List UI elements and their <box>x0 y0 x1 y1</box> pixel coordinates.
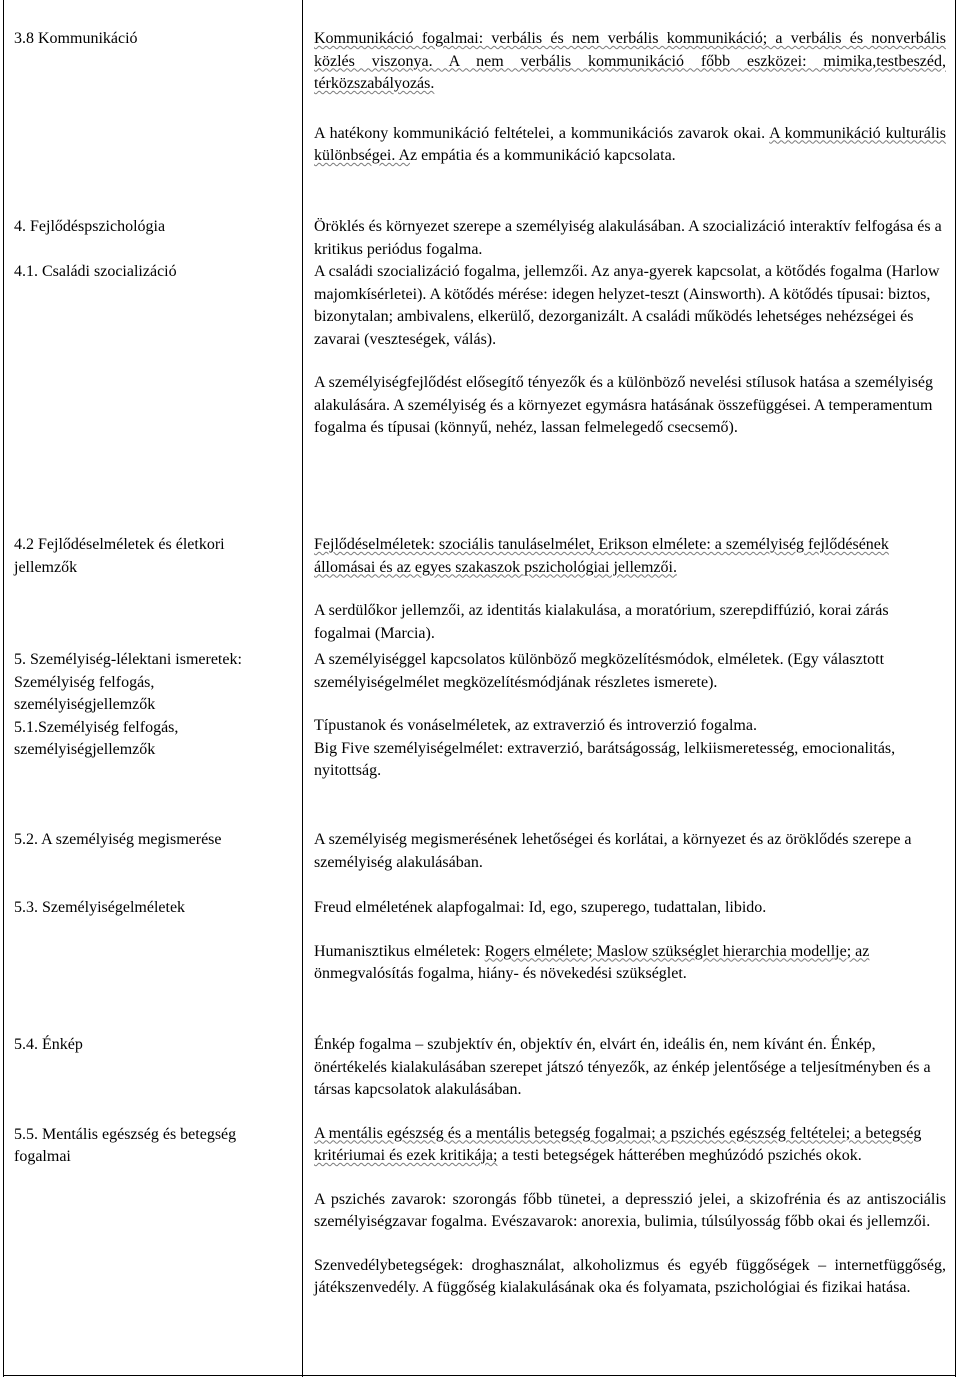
paragraph: Énkép fogalma – szubjektív én, objektív én, elvárt én, ideális én, nem kívánt én. Énkép, önértékelés kialakulásában szerepet játszó tényezők, az énkép jelentősége a teljesítményben és a társas kapcsolatok alakulásában. <box>314 1036 931 1098</box>
table-right-border <box>955 0 956 1377</box>
content-5 <box>314 649 946 783</box>
paragraph: A hatékony kommunikáció feltételei, a kommunikációs zavarok okai. A kommunikáció kulturális különbségei. Az empátia és a kommunikáció kapcsolata. <box>314 124 947 164</box>
topic-5-2: 5.2. A személyiség megismerése 5.3. Személyiségelméletek <box>14 831 222 916</box>
paragraph: Humanisztikus elméletek: Rogers elmélete; Maslow szükséglet hierarchia modellje; az önmegvalósítás fogalma, hiány- és növekedési szükséglet. <box>314 942 870 982</box>
paragraph: A mentális egészség és a mentális betegség fogalmai; a pszichés egészség feltételei; a betegség kritériumai és ezek kritikája; a testi betegségek hátterében meghúzódó pszichés okok. <box>314 1124 922 1164</box>
topic-4: 4. Fejlődéspszichológia 4.1. Családi szocializáció <box>14 218 177 280</box>
paragraph: Fejlődéselméletek: szociális tanuláselmélet, Erikson elmélete: a személyiség fejlődésének állomásai és az egyes szakaszok pszichológiai jellemzői. <box>314 536 889 576</box>
table-left-border <box>3 0 4 1377</box>
paragraph: A serdülőkor jellemzői, az identitás kialakulása, a moratórium, szerepdiffúzió, korai zárás fogalmai (Marcia). <box>314 602 889 642</box>
paragraph: A családi szocializáció fogalma, jellemzői. Az anya-gyerek kapcsolat, a kötődés fogalma (Harlow majomkísérletei). A kötődés mérése: idegen helyzet-teszt (Ainsworth). A kötődés típusai: biztos, bizonytalan; ambivalens, elkerülő, dezorganizált. A családi működés lehetséges nehézségei és zavarai (veszteségek, válás). <box>314 263 940 348</box>
paragraph: A személyiség megismerésének lehetőségei és korlátai, a környezet és az öröklődés szerepe a személyiség alakulásában. <box>314 831 912 871</box>
paragraph: Öröklés és környezet szerepe a személyiség alakulásában. A szocializáció interaktív felfogása és a kritikus periódus fogalma. <box>314 218 942 258</box>
content-3-8 <box>314 28 946 168</box>
topic-3-8: 3.8 Kommunikáció <box>14 30 138 47</box>
table-bottom-border <box>3 1375 956 1376</box>
paragraph: Big Five személyiségelmélet: extraverzió, barátságosság, lelkiismeretesség, emocionalitás, nyitottság. <box>314 739 896 779</box>
paragraph: Típustanok és vonáselméletek, az extraverzió és introverzió fogalma. <box>314 717 757 734</box>
content-4-2 <box>314 534 946 645</box>
paragraph: A pszichés zavarok: szorongás főbb tünetei, a depresszió jelei, a skizofrénia és az antiszociális személyiségzavar fogalma. Evészavarok: anorexia, bulimia, túlsúlyosság főbb okai és jellemzői. <box>314 1190 946 1230</box>
paragraph: Kommunikáció fogalmai: verbális és nem verbális kommunikáció; a verbális és nonverbális közlés viszonya. A nem verbális kommunikáció főbb eszközei: mimika,testbeszéd, térközszabályozás. <box>314 30 946 92</box>
topic-5: 5. Személyiség-lélektani ismeretek: Személyiség felfogás, személyiségjellemzők 5.1.Személyiség felfogás, személyiségjellemzők <box>14 651 242 758</box>
content-4 <box>314 216 946 440</box>
topic-4-2: 4.2 Fejlődéselméletek és életkori jellemzők <box>14 536 225 576</box>
table-center-divider <box>302 0 303 1377</box>
content-5-4 <box>314 1034 946 1300</box>
paragraph: Freud elméletének alapfogalmai: Id, ego, szuperego, tudattalan, libido. <box>314 899 767 916</box>
paragraph: A személyiségfejlődést elősegítő tényezők és a különböző nevelési stílusok hatása a személyiség alakulására. A személyiség és a környezet egymásra hatásának összefüggései. A temperamentum fogalma és típusai (könnyű, nehéz, lassan felmelegedő csecsemő). <box>314 374 933 436</box>
topic-5-4: 5.4. Énkép 5.5. Mentális egészség és betegség fogalmai <box>14 1036 237 1165</box>
content-5-2 <box>314 829 946 986</box>
paragraph: A személyiséggel kapcsolatos különböző megközelítésmódok, elméletek. (Egy választott személyiségelmélet megközelítésmódjának részletes ismerete). <box>314 651 885 691</box>
paragraph: Szenvedélybetegségek: droghasználat, alkoholizmus és egyéb függőségek – internetfüggőség, játékszenvedély. A függőség kialakulásának oka és folyamata, pszichológiai és fizikai hatása. <box>314 1256 946 1296</box>
